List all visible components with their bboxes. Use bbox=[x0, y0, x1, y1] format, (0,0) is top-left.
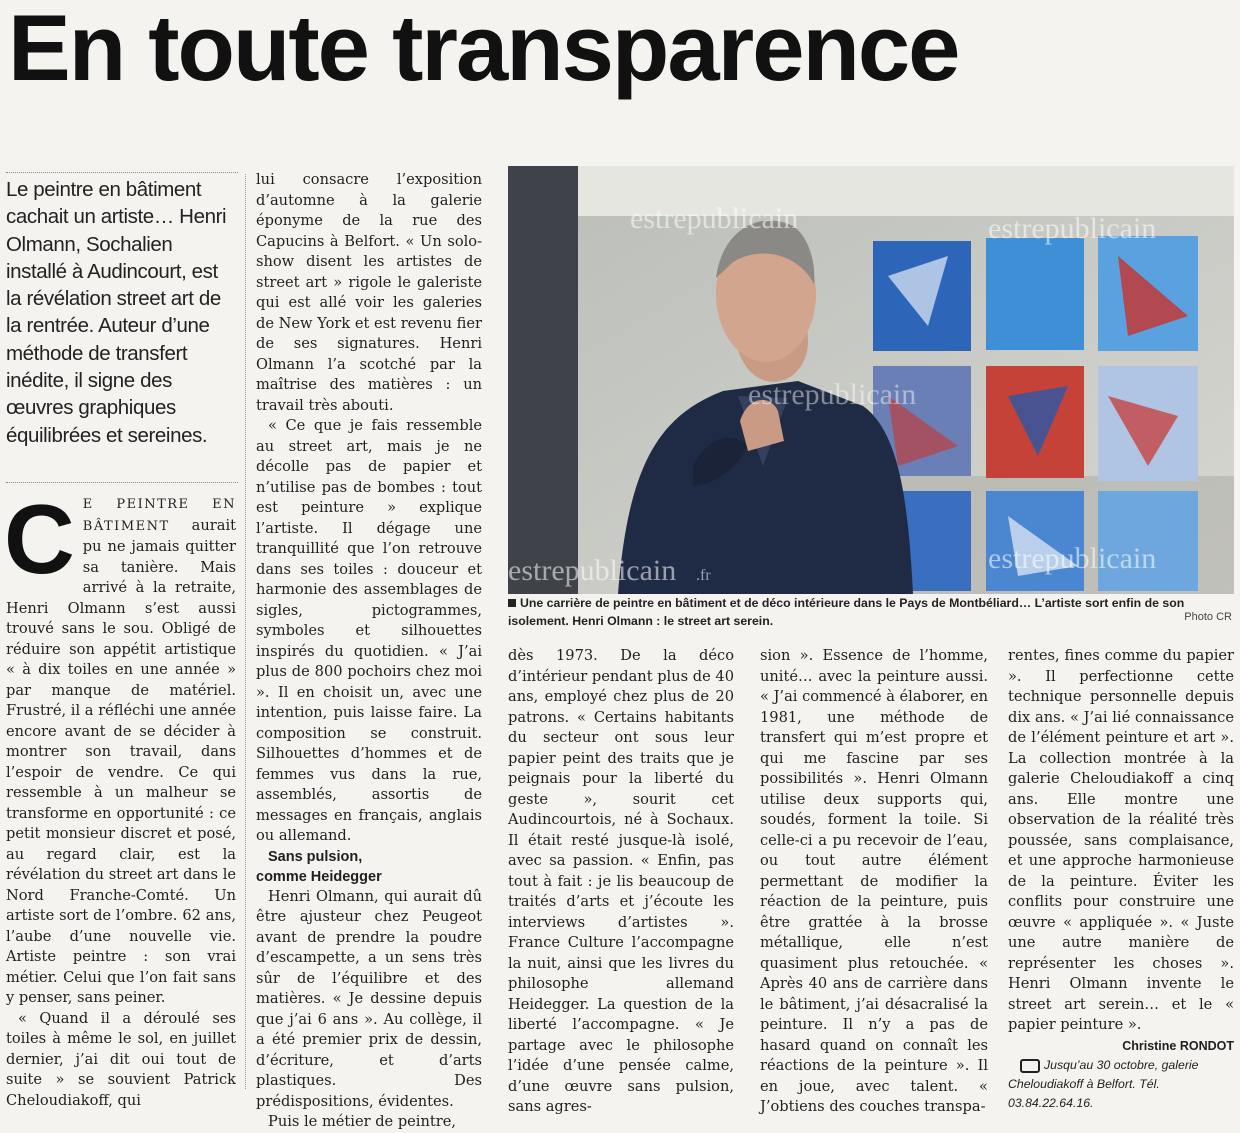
article-column-4 bbox=[760, 646, 988, 1118]
watermark-1: estrepublicain bbox=[630, 202, 799, 235]
drop-cap: C bbox=[4, 484, 75, 594]
chapo-top-rule bbox=[6, 172, 238, 173]
watermark-suffix: .fr bbox=[696, 567, 711, 584]
paragraph: aurait pu ne jamais quitter sa tanière. Mais arrivé à la retraite, Henri Olmann s’est aussi trouvé sans le sou. Obligé de réduire son appétit artistique « à dix toiles en une année » par manque de matériel. Frustré, il a réfléchi une année encore avant de se décider à montrer son travail, dans l’espoir de vendre. Ce qui ressemble à un malheur se transforme en opportunité : ce petit monsieur discret et posé, au regard clair, est la révélation du street art dans le Nord Franche-Comté. Un artiste sort de l’ombre. 62 ans, l’aube d’une nouvelle vie. Artiste peintre : son vrai métier. Celui que l’on fait sans y penser, sans peiner. bbox=[6, 516, 236, 1006]
standfirst: Le peintre en bâtiment cachait un artiste… Henri Olmann, Sochalien installé à Audincourt, est la révélation street art de la rentrée. Auteur d’une méthode de transfert inédite, il signe des œuvres graphiques équilibrées et sereines. bbox=[6, 178, 227, 447]
paragraph: rentes, fines comme du papier ». Il perfectionne cette technique personnelle depuis dix ans. « J’ai lié connaissance de l’élément peinture et art ». La collection montrée à la galerie Cheloudiakoff a cinq ans. Elle montre une observation de la réalité très poussée, sans complaisance, et une approche harmonieuse de la peinture. Éviter les conflits pour construire une œuvre « appliquée ». « Juste une autre manière de représenter les choses ». Henri Olmann invente le street art serein… et le « papier peinture ». bbox=[1008, 647, 1234, 1033]
watermark-3: estrepublicain bbox=[748, 378, 917, 411]
exhibition-info: Jusqu’au 30 octobre, galerie Cheloudiakoff à Belfort. Tél. 03.84.22.64.16. bbox=[1008, 1058, 1199, 1110]
lead-in: E PEINTRE EN BÂTIMENT bbox=[82, 497, 236, 534]
watermark-5: estrepublicain bbox=[988, 542, 1157, 575]
article-column-3 bbox=[508, 646, 734, 1118]
artist-photo bbox=[508, 166, 1234, 594]
paragraph: « Quand il a déroulé ses toiles à même le sol, en juillet dernier, j’ai dit oui tout de suite » se souvient Patrick Cheloudiakoff, qui bbox=[6, 1009, 236, 1109]
subheading: Sans pulsion, comme Heidegger bbox=[256, 848, 382, 885]
article-column-2 bbox=[256, 170, 482, 1133]
paragraph: lui consacre l’exposition d’automne à la galerie éponyme de la rue des Capucins à Belfort. « Un solo-show disent les artistes de street art » rigole le galeriste qui est allé voir les galeries de New York et est revenu fier de ses signatures. Henri Olmann l’a scotché par la maîtrise des matières : un travail très abouti. bbox=[256, 171, 482, 414]
paragraph: Henri Olmann, qui aurait dû être ajusteur chez Peugeot avant de prendre la poudre d’escampette, a un sens très sûr de l’équilibre et des matières. « Je dessine depuis que j’ai 6 ans ». Au collège, il a été premier prix de dessin, d’écriture, et d’arts plastiques. Des prédispositions, évidentes. bbox=[256, 887, 482, 1110]
chapo-bottom-rule bbox=[6, 482, 238, 483]
watermark-2: estrepublicain bbox=[988, 212, 1157, 245]
article-column-1 bbox=[4, 484, 236, 1111]
watermark-4: estrepublicain bbox=[508, 554, 677, 587]
canvas-grid bbox=[873, 236, 1198, 591]
caption-bullet-icon bbox=[508, 599, 516, 607]
photo-credit: Photo CR bbox=[1184, 611, 1232, 623]
article-column-5 bbox=[1008, 646, 1234, 1113]
photo-caption: Une carrière de peintre en bâtiment et de déco intérieure dans le Pays de Montbéliard… L’artiste sort enfin de son isolement. Henri Olmann : le street art serein. bbox=[508, 596, 1185, 628]
column-separator bbox=[245, 174, 246, 1089]
author-signature: Christine RONDOT bbox=[1122, 1038, 1234, 1053]
info-icon bbox=[1020, 1059, 1040, 1073]
paragraph: « Ce que je fais ressemble au street art, mais je ne décolle pas de papier et n’utilise pas de bombes : tout est peinture » explique l’artiste. Il dégage une tranquillité que l’on retrouve dans ses toiles : douceur et harmonie des assemblages de sigles, pictogrammes, symboles et silhouettes inspirés du quotidien. « J’ai plus de 800 pochoirs chez moi ». Il en choisit un, avec une intention, puis laisse faire. La composition se construit. Silhouettes d’hommes et de femmes vus dans la rue, assemblés, assortis de messages en français, anglais ou allemand. bbox=[256, 417, 482, 844]
paragraph: sion ». Essence de l’homme, unité… avec la peinture aussi. « J’ai commencé à élaborer, en 1981, une méthode de transfert qui m’est propre et qui me fascine par ses possibilités ». Henri Olmann utilise deux supports qui, soudés, forment la toile. Si celle-ci a pu recevoir de l’eau, ou tout autre élément permettant de modifier la réaction de la peinture, puis être grattée à la brosse métallique, elle n’est quasiment plus retouchée. « Après 40 ans de carrière dans le bâtiment, j’ai désacralisé la peinture. Il n’y a pas de hasard quand on connaît les réactions de la peinture ». Il en joue, avec talent. « J’obtiens des couches transpa- bbox=[760, 647, 988, 1115]
paragraph: Puis le métier de peintre, bbox=[268, 1113, 456, 1130]
headline: En toute transparence bbox=[8, 0, 959, 100]
paragraph: dès 1973. De la déco d’intérieur pendant plus de 40 ans, employé chez plus de 20 patrons. « Certains habitants du secteur ont sous leur papier peint des traits que je peignais pour la liberté du geste », sourit cet Audincourtois, né à Sochaux. Il était resté jusque-là isolé, avec sa passion. « Enfin, pas tout à fait : je lis beaucoup de traités d’arts et j’écoute les interviews d’artistes ». France Culture l’accompagne la nuit, ainsi que les livres du philosophe allemand Heidegger. La question de la liberté l’accompagne. « Je partage avec le philosophe l’idée d’une pensée calme, d’une œuvre sans pulsion, sans agres- bbox=[508, 647, 734, 1115]
